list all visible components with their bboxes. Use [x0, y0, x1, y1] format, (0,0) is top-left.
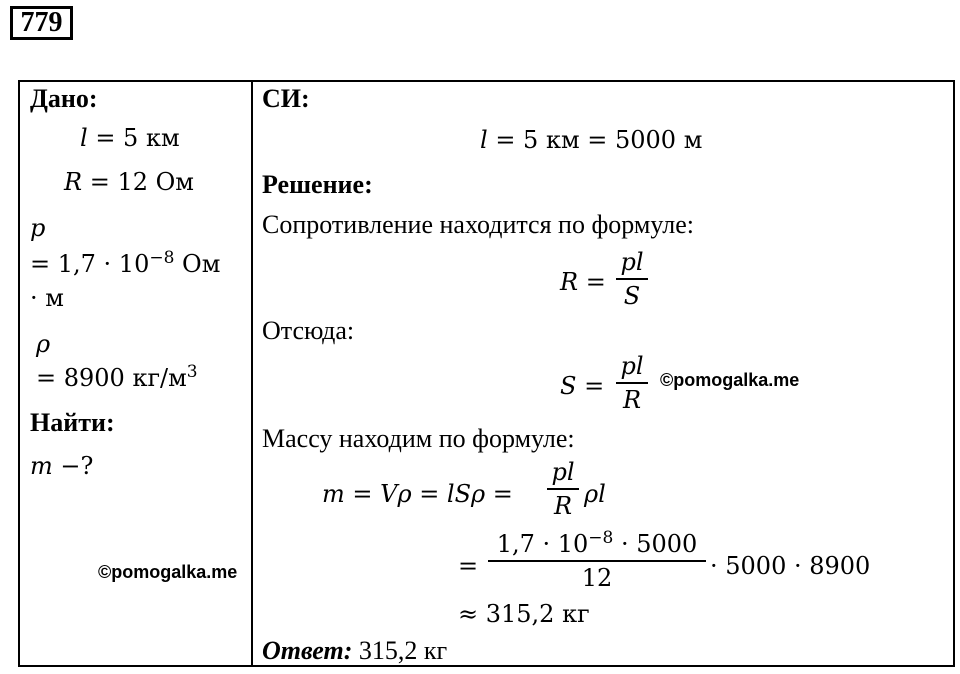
si-heading: СИ: — [262, 84, 310, 113]
calc-numerator-suffix: · 5000 — [613, 530, 698, 558]
formula-area-denominator: R — [622, 386, 642, 414]
si-length-value: = 5 км = 5000 м — [487, 126, 703, 154]
given-density-prefix: = 8900 кг/м — [36, 364, 187, 392]
given-resistivity-var: p — [30, 214, 46, 242]
formula-mass-denominator: R — [553, 492, 573, 520]
find-var: m — [30, 452, 53, 480]
watermark-left: ©pomogalka.me — [98, 562, 238, 582]
formula-area-lhs — [560, 372, 604, 400]
si-length — [480, 126, 702, 154]
calc-right: · 5000 · 8900 — [710, 552, 871, 580]
given-density-value — [36, 364, 198, 392]
calc-denominator: 12 — [581, 564, 613, 592]
calc-numerator-exp: −8 — [588, 528, 614, 548]
column-divider — [251, 80, 253, 667]
answer-value: 315,2 кг — [352, 636, 448, 665]
si-length-var: l — [480, 126, 488, 154]
solution-line-2: Отсюда: — [262, 316, 355, 345]
given-heading: Дано: — [30, 84, 98, 113]
formula-area-fraction — [616, 350, 648, 416]
given-density-exp: 3 — [186, 362, 198, 382]
find-question: −? — [52, 452, 94, 480]
given-density-var: ρ — [36, 330, 51, 358]
solution-line-1: Сопротивление находится по формуле: — [262, 210, 694, 239]
given-length-var: l — [80, 124, 88, 152]
calc-numerator-prefix: 1,7 · 10 — [496, 530, 589, 558]
find-target — [30, 452, 93, 480]
formula-resistance-lhs — [560, 268, 606, 296]
calc-numerator — [497, 528, 698, 560]
calc-fraction — [488, 528, 706, 594]
answer-line — [262, 636, 447, 666]
formula-mass-right: ρl — [584, 480, 606, 508]
given-length — [80, 124, 180, 152]
formula-resistance-fraction — [616, 246, 648, 312]
calc-equals: = — [458, 552, 479, 580]
given-resistance-value: = 12 Ом — [82, 168, 194, 196]
solution-heading: Решение: — [262, 170, 373, 199]
formula-area-eq: = — [576, 372, 605, 400]
formula-resistance-eq: = — [578, 268, 606, 296]
calc-result: ≈ 315,2 кг — [458, 600, 590, 628]
given-length-value: = 5 км — [87, 124, 180, 152]
watermark-right: ©pomogalka.me — [660, 370, 800, 390]
given-resistivity-value — [30, 250, 220, 278]
formula-resistance-var: R — [560, 268, 579, 296]
given-resistance-var: R — [64, 168, 83, 196]
find-heading: Найти: — [30, 408, 115, 437]
given-resistivity-unit: Ом — [174, 250, 221, 278]
formula-area-var: S — [560, 372, 577, 400]
formula-mass-numerator: pl — [551, 458, 575, 486]
formula-resistance-denominator: S — [623, 282, 641, 310]
answer-label: Ответ: — [262, 636, 353, 665]
given-resistivity-unit-cont: · м — [30, 284, 64, 312]
problem-number: 779 — [10, 6, 73, 40]
formula-mass-fraction — [547, 456, 579, 522]
formula-mass-left: m = Vρ = lSρ = — [322, 480, 513, 508]
formula-resistance-numerator: pl — [620, 248, 644, 276]
given-resistance — [64, 168, 194, 196]
formula-area-numerator: pl — [620, 352, 644, 380]
given-resistivity-prefix: = 1,7 · 10 — [30, 250, 150, 278]
solution-line-3: Массу находим по формуле: — [262, 424, 575, 453]
given-resistivity-exp: −8 — [149, 248, 175, 268]
